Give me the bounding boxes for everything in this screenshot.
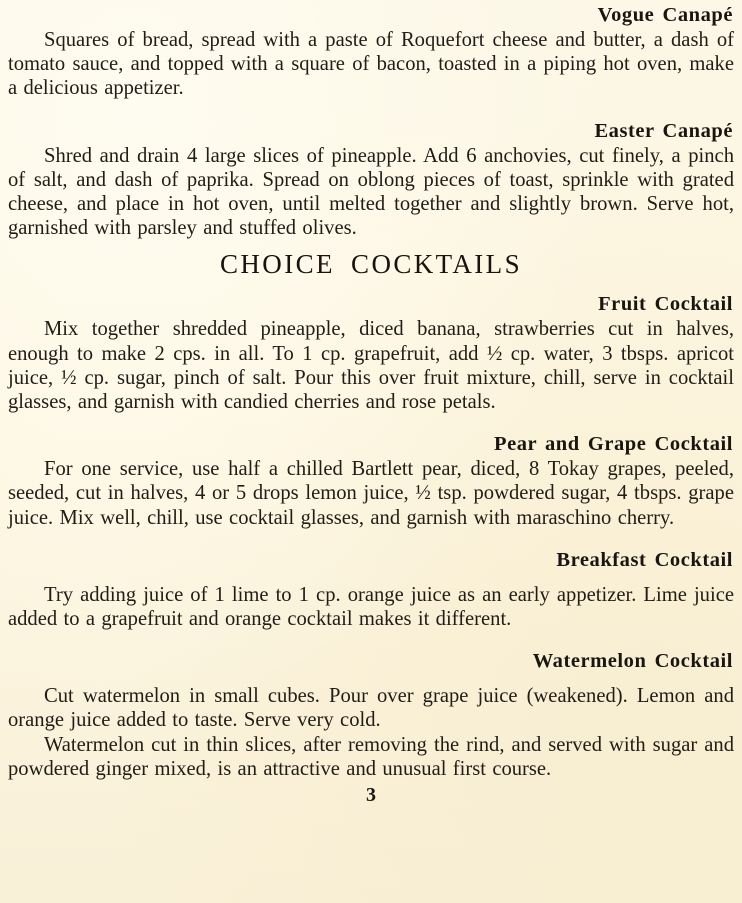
recipe-paragraph: Squares of bread, spread with a paste of Roquefort cheese and butter, a dash of tomato sauce, and topped with a square of bacon, toasted in a piping hot oven, make a delicious appetizer. [8, 29, 734, 100]
recipe-title: Easter Canapé [594, 119, 733, 142]
recipe-easter-canape [8, 118, 734, 241]
recipe-title: Fruit Cocktail [598, 293, 733, 316]
recipe-paragraph: Cut watermelon in small cubes. Pour over grape juice (weakened). Lemon and orange juice added to taste. Serve very cold. [8, 685, 734, 732]
recipe-paragraph: For one service, use half a chilled Bartlett pear, diced, 8 Tokay grapes, peeled, seeded, cut in halves, 4 or 5 drops lemon juice, ½ tsp. powdered sugar, 4 tbsps. grape juice. Mix well, chill, use cocktail glasses, and garnish with maraschino cherry. [8, 458, 734, 529]
recipe-title: Watermelon Cocktail [532, 650, 733, 673]
recipe-watermelon-cocktail [8, 648, 734, 781]
recipe-paragraph: Shred and drain 4 large slices of pineapple. Add 6 anchovies, cut finely, a pinch of salt, and dash of paprika. Spread on oblong pieces of toast, sprinkle with grated cheese, and place in hot oven, until melted together and slightly brown. Serve hot, garnished with parsley and stuffed olives. [8, 144, 734, 240]
recipe-paragraph: Mix together shredded pineapple, diced banana, strawberries cut in halves, enough to make 2 cps. in all. To 1 cp. grapefruit, add ½ cp. water, 3 tbsps. apricot juice, ½ cp. sugar, pinch of salt. Pour this over fruit mixture, chill, serve in cocktail glasses, and garnish with candied cherries and rose petals. [8, 318, 734, 414]
recipe-title: Vogue Canapé [597, 4, 733, 26]
recipe-pear-and-grape-cocktail [8, 431, 734, 530]
recipe-title: Breakfast Cocktail [556, 548, 733, 571]
recipe-paragraph: Watermelon cut in thin slices, after removing the rind, and served with sugar and powdered ginger mixed, is an attractive and unusual first course. [8, 733, 734, 780]
section-heading: CHOICE COCKTAILS [220, 249, 522, 280]
recipe-breakfast-cocktail [8, 547, 734, 631]
recipe-title: Pear and Grape Cocktail [494, 433, 733, 456]
page-number: 3 [366, 784, 376, 807]
recipe-paragraph: Try adding juice of 1 lime to 1 cp. orange juice as an early appetizer. Lime juice added to a grapefruit and orange cocktail makes it different. [8, 583, 734, 631]
recipe-vogue-canape [8, 2, 734, 101]
recipe-fruit-cocktail [8, 291, 734, 414]
